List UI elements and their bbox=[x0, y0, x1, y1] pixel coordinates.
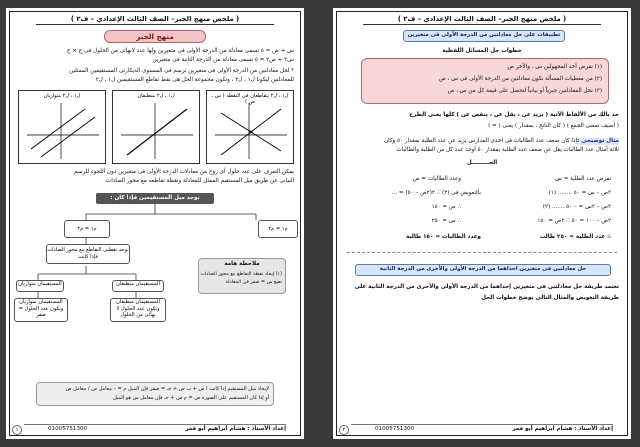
page-title: منهج الجبر bbox=[104, 30, 206, 43]
page-number: ٢ bbox=[339, 425, 349, 435]
steps-title: خطوات حل المسائل اللفظية bbox=[442, 48, 522, 54]
hint-line: خد بالك من الألفاظ الآتية ( يزيد عن ، يقل عن ، ينقص عن ) كلها يعنى الطرح bbox=[409, 112, 619, 118]
text-line: يمكن التعرف على عدد حلول أى زوج من معادلات الدرجة الأولى فى متغيرين دون اللجوء للرسم bbox=[74, 169, 294, 175]
solution-step: ∴ ص = ١٥٠ bbox=[431, 204, 461, 210]
page-header: ( ملخص منهج الجبر– الصف الثالث الإعدادي – ف٢ ) bbox=[36, 14, 274, 25]
page-header: ( ملخص منهج الجبر– الصف الثالث الإعدادي – ف٢ ) bbox=[363, 14, 601, 25]
solution-label: الحـــــــــل bbox=[466, 160, 498, 166]
text-line: س٢ + ص٢ = ٥ تسمى معادلة من الدرجة الثانية فى متغيرين bbox=[152, 57, 294, 63]
note-line: نضع س = صفر فى المعادلة bbox=[225, 280, 282, 285]
step-item: (٣) نحل المعادلتين جبرياً أو بيانياً لنحصل على قيمة كل من س ، ص bbox=[447, 88, 602, 94]
node-slopes-equal: م١ = م٢ bbox=[64, 220, 110, 238]
step-item: (٢) من معطيات المسألة نكون معادلتين من الدرجة الأولى فى س ، ص bbox=[439, 76, 602, 82]
slope-rule-box bbox=[36, 382, 274, 406]
rule-line: لإيجاد ميل المستقيم إذا كانت ا س + ب ص + جـ = صفر فإن الميل م = – معامل س / معامل ص bbox=[65, 386, 269, 392]
example-line: إذا كان ضعف عدد الطالبات فى احدى المدارس يزيد عن عدد الطلبة بمقدار ٥٠ وكان bbox=[384, 138, 577, 144]
solution-step: ∴ عدد الطلبة = ٢٥٠ طالب bbox=[539, 234, 611, 240]
solution-step: ٢ص – س = ٥٠ ........ (١) bbox=[548, 190, 611, 196]
solution-step: ∴ س = ٢٥٠ bbox=[431, 218, 461, 224]
note-box bbox=[198, 258, 286, 294]
closing-line: طريقة التعويض والمثال التالى يوضح خطوات الحل bbox=[481, 295, 619, 301]
hint-line: ( أضيف بمعنى الجمع ) ( كان الناتج ، بمقدار ) يعنى ( = ) bbox=[488, 123, 619, 129]
diagram-label: ل١ ، ل٢ منطبقان bbox=[137, 93, 175, 99]
footer-author: إعداد الأستاذ : هشام ابراهيم أبو قمر bbox=[185, 426, 286, 432]
text-line: * لحل معادلتين من الدرجة الأولى فى متغيرين نرسم فى المستوى الديكارتى المستقيمين الممثلين bbox=[69, 68, 294, 74]
solution-step: وعدد الطالبات = ١٥٠ طالبة bbox=[406, 234, 481, 240]
example-label: مثال توضيحى : bbox=[577, 138, 619, 144]
footer-phone: 01005751300 bbox=[48, 426, 88, 432]
text-line: البيانى عن طريق ميل المستقيم الممثل للمعادلة ونقطة تقاطعه مع محور الصادات bbox=[105, 178, 294, 184]
page-footer bbox=[351, 424, 613, 435]
solution-step: وعدد الطالبات = ص bbox=[412, 176, 461, 182]
solution-step: نفرض عدد الطلبة = س bbox=[554, 176, 611, 182]
closing-line: تعتمد طريقة حل معادلتين فى متغيرين إحداهما من الدرجة الأولى والأخرى من الدرجة الثانية على bbox=[354, 284, 619, 290]
node-find-intercept: نوجد نقطتى التقاطع مع محور الصادات فإذا كانت bbox=[46, 244, 130, 264]
text-line: للمعادلتين ليكونا ل١ ، ل٢ ، وتكون مجموعة الحل هى نقط تقاطع المستقيمين ل١ ، ل٢ bbox=[95, 77, 294, 83]
example-line: ثلاثة أمثال عدد الطالبات يقل عن ضعف عدد الطلبة بمقدار ٥٠ أوجد عدد كل من الطلبة والطالبات bbox=[396, 147, 619, 153]
result-coincident: المستقيمان منطبقان ويكون عدد الحلول لا نهائى من الحلول bbox=[110, 298, 166, 322]
footer-author: إعداد الأستاذ : هشام ابراهيم أبو قمر bbox=[512, 426, 613, 432]
section-banner-2: حل معادلتين فى متغيرين احداهما من الدرجة الأولى والأخرى من الدرجة الثانية bbox=[355, 264, 611, 276]
text-line: س + ص = ٥ تسمى معادلة من الدرجة الأولى فى متغيرين ولها عدد لانهائى من الحلول فى ح × ح bbox=[66, 48, 294, 54]
steps-box bbox=[361, 58, 609, 104]
solution-step: ٢ص – ١٠٠ = ٥٠ ∴ ٢ص = ١٥٠ bbox=[537, 218, 611, 224]
diagram-label: ل١ ، ل٢ متوازيان bbox=[43, 93, 81, 99]
footer-phone: 01005751300 bbox=[375, 426, 415, 432]
solution-step: ٣ص – ٢س = – ٥٠ ....... (٢) bbox=[542, 204, 611, 210]
section-banner: تطبيقات على حل معادلتين من الدرجة الأولى فى متغيرين bbox=[403, 30, 565, 42]
divider bbox=[347, 252, 617, 253]
page-number: ١ bbox=[12, 425, 22, 435]
flow-dark-bar: نوجد ميل المستقيمين فإذا كان : bbox=[96, 193, 214, 204]
page-footer bbox=[24, 424, 286, 435]
result-parallel: المستقيمان متوازيان ويكون عدد الحلول = صفر bbox=[14, 298, 68, 322]
rule-line: أو إذا كان المستقيم على الصورة ص = م س + جـ فإن معامل س هو الميل bbox=[113, 395, 269, 401]
note-title: ملاحظة هامة bbox=[224, 261, 260, 267]
node-slopes-not-equal: م١ ≠ م٢ bbox=[258, 220, 298, 238]
diagram-label: ل١ ، ل٢ يتقاطعان فى النقطة ( س ، ص ) bbox=[211, 93, 289, 105]
solution-step: بالتعويض فى (٢) ∴ ٢(٢ص – ٥٠) = ... bbox=[391, 190, 481, 196]
left-page bbox=[6, 8, 304, 439]
step-item: (١) نفرض أحد المجهولين س ، والآخر ص bbox=[507, 64, 602, 70]
note-line: (١) إيجاد نقطة التقاطع مع محور الصادات bbox=[200, 272, 282, 277]
node-coincident: المستقيمان منطبقان bbox=[112, 280, 164, 292]
node-parallel: المستقيمان متوازيان bbox=[16, 280, 64, 292]
right-page bbox=[333, 8, 631, 439]
